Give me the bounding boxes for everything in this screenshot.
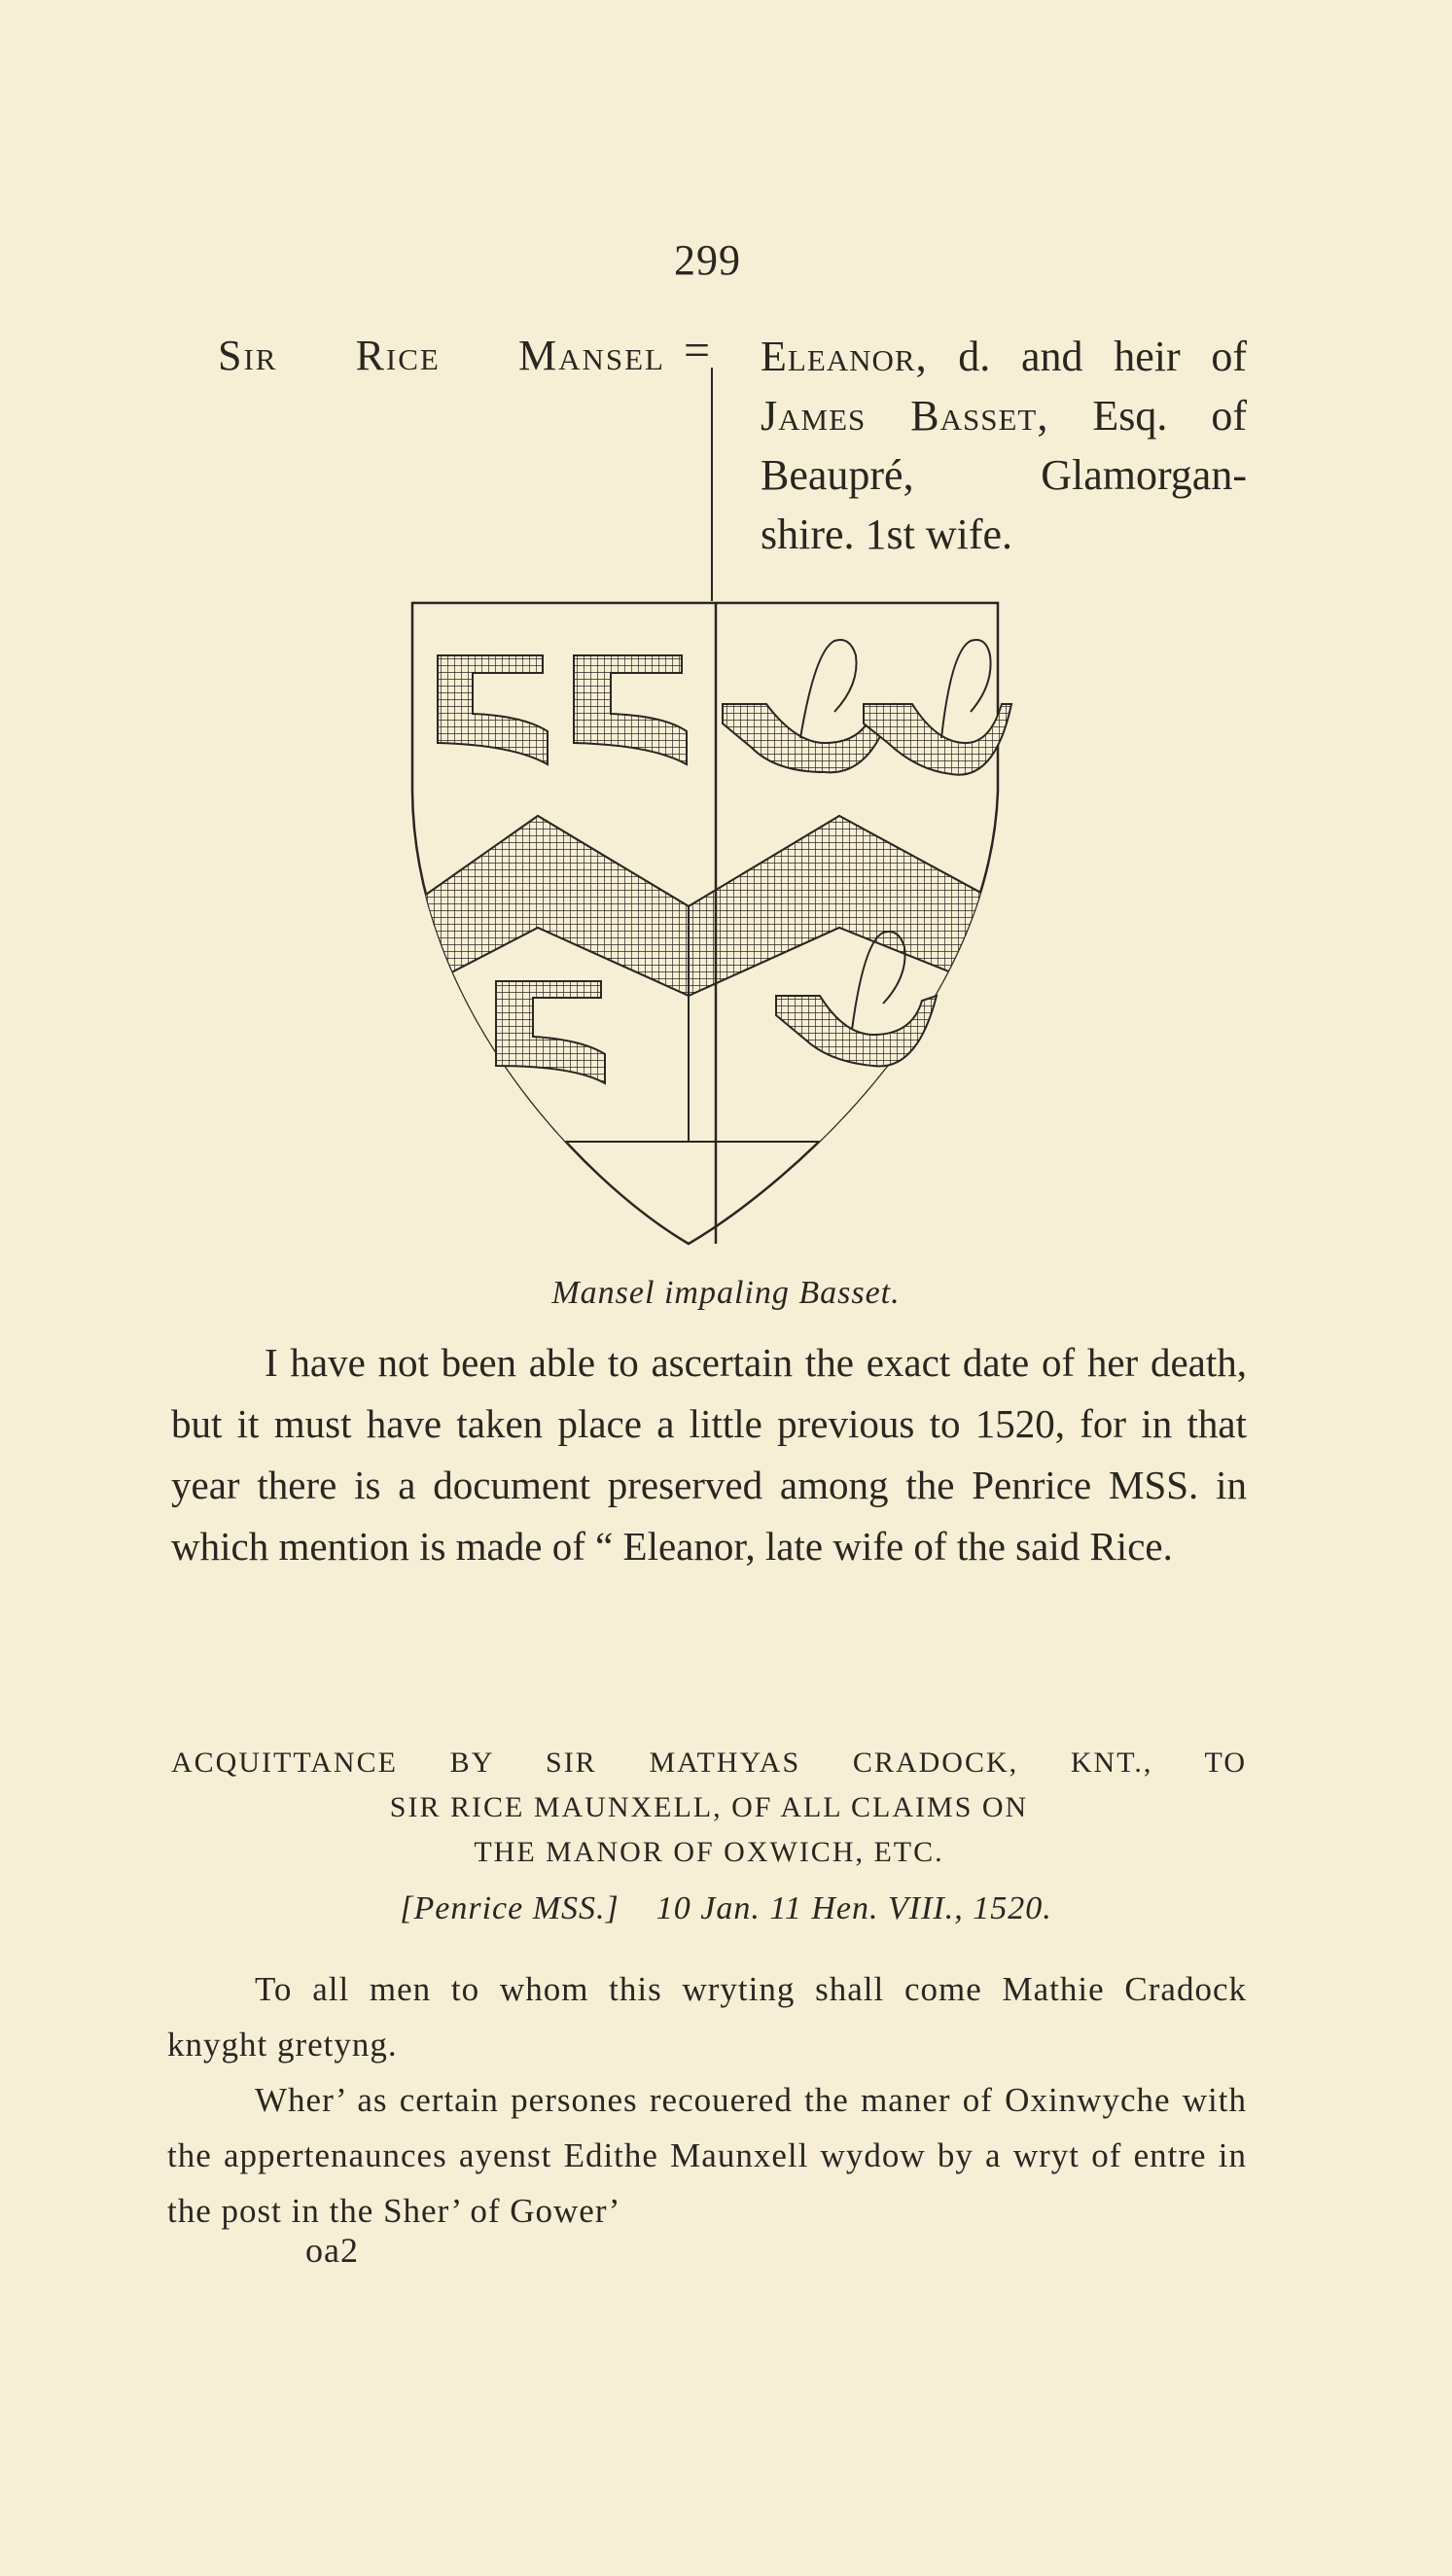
document-heading-line: ACQUITTANCE BY SIR MATHYAS CRADOCK, KNT., TO: [171, 1747, 1247, 1779]
husband-name: [218, 331, 665, 380]
document-heading-line: THE MANOR OF OXWICH, ETC.: [474, 1836, 944, 1868]
marriage-sign: =: [684, 325, 711, 376]
wife-line-text: Esq. of: [1048, 392, 1247, 440]
wife-line: [761, 327, 1247, 386]
transcript-paragraph: To all men to whom this wryting shall come Mathie Cradock knyght gretyng.: [167, 1970, 1247, 2064]
coat-of-arms-icon: [407, 597, 1029, 1253]
wife-line-caps: Eleanor,: [761, 333, 928, 380]
document-heading: [171, 1741, 1247, 1875]
body-paragraph: I have not been able to ascertain the exact date of her death, but it must have taken place a little previous to 1520, for in that year there is a document preserved among the Penrice MSS. in which mention is made of “ Eleanor, late wife of the said Rice.: [171, 1340, 1247, 1569]
figure-caption: Mansel impaling Basset.: [551, 1275, 901, 1311]
wife-line-text: Beaupré, Glamorgan-: [761, 451, 1247, 499]
husband-name-word: Mansel: [517, 332, 665, 379]
husband-name-word: Rice: [355, 332, 441, 379]
descent-line: [711, 368, 713, 601]
wife-line: [761, 445, 1247, 505]
wife-line-caps: James Basset,: [761, 392, 1049, 440]
wife-line: [761, 386, 1247, 445]
wife-line: [761, 505, 1247, 564]
document-heading-line: SIR RICE MAUNXELL, OF ALL CLAIMS ON: [389, 1791, 1029, 1823]
document-transcript: [167, 1961, 1247, 2239]
wife-entry: [761, 327, 1247, 564]
wife-line-text: shire. 1st wife.: [761, 511, 1013, 558]
document-source: [Penrice MSS.]: [400, 1890, 620, 1926]
wife-line-text: d. and heir of: [927, 333, 1247, 380]
transcript-paragraph: Wher’ as certain persones recouered the maner of Oxinwyche with the appertenaunces ayenst Edithe Maunxell wydow by a wryt of entre in the post in the Sher’ of Gower’: [167, 2081, 1247, 2230]
document-reference: [0, 1890, 1452, 1927]
husband-name-word: Sir: [218, 332, 278, 379]
genealogy-entry: [0, 0, 1452, 603]
page-number: 299: [674, 236, 741, 284]
document-date: 10 Jan. 11 Hen. VIII., 1520.: [655, 1890, 1052, 1926]
signature-mark: oa2: [305, 2231, 359, 2270]
